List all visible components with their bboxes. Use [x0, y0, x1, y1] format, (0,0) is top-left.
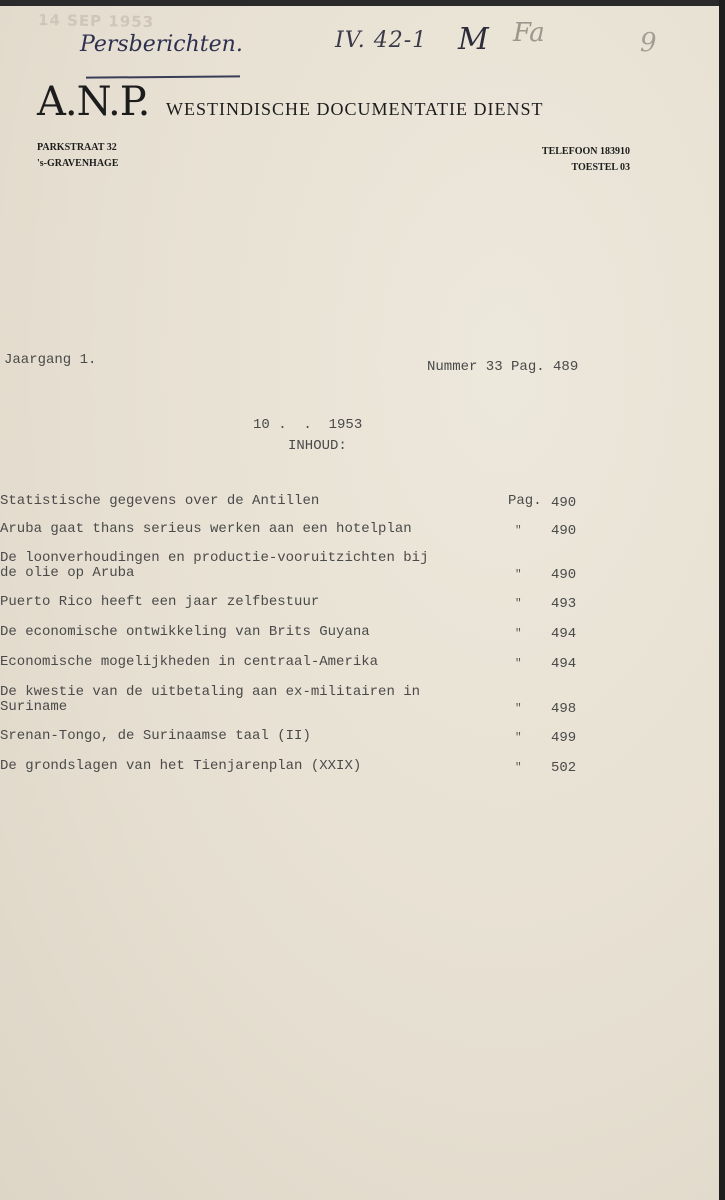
toc-prefix: " — [515, 658, 522, 670]
toc-title: De loonverhoudingen en productie-vooruitzichten bij de olie op Aruba — [0, 550, 429, 581]
toc-page: 502 — [551, 760, 577, 776]
toc-prefix: " — [515, 569, 522, 581]
toc-page: 490 — [551, 495, 577, 511]
toc-title: De grondslagen van het Tienjarenplan (XXIX) — [0, 758, 362, 774]
toc-prefix: " — [515, 598, 522, 610]
toc-row — [0, 551, 600, 581]
anp-logo: A.N.P. — [37, 79, 150, 125]
toc-prefix: " — [515, 762, 522, 774]
toc-prefix: " — [515, 628, 522, 640]
issue-date: 10 . . 1953 — [253, 417, 363, 433]
toc-page: 498 — [551, 701, 577, 717]
toc-row — [0, 759, 600, 774]
contents-heading: INHOUD: — [288, 438, 347, 454]
table-of-contents — [0, 494, 600, 774]
phone-extension: TOESTEL 03 — [571, 162, 630, 173]
archive-code: IV. 42-1 — [335, 28, 428, 53]
toc-title: Puerto Rico heeft een jaar zelfbestuur — [0, 594, 320, 610]
pencil-mark: Fa — [513, 18, 545, 48]
issue-number: Nummer 33 Pag. 489 — [427, 359, 579, 375]
phone-number: TELEFOON 183910 — [541, 146, 630, 157]
handwritten-label: Persberichten. — [80, 32, 243, 57]
document-page — [0, 6, 719, 1200]
toc-row — [0, 595, 600, 610]
toc-title: De kwestie van de uitbetaling aan ex-militairen in Suriname — [0, 684, 421, 715]
toc-page: 494 — [551, 626, 577, 642]
scan-edge — [719, 0, 725, 1200]
toc-page: 490 — [551, 523, 577, 539]
toc-row — [0, 625, 600, 640]
toc-page: 494 — [551, 656, 577, 672]
toc-prefix: " — [515, 732, 522, 744]
address-street: PARKSTRAAT 32 — [37, 142, 117, 153]
toc-prefix: " — [515, 525, 522, 537]
toc-row — [0, 729, 600, 744]
toc-page: 493 — [551, 596, 577, 612]
circled-number: 9 — [640, 28, 657, 58]
toc-row — [0, 494, 600, 509]
toc-title: Srenan-Tongo, de Surinaamse taal (II) — [0, 728, 311, 744]
toc-page: 490 — [551, 567, 577, 583]
toc-row — [0, 522, 600, 537]
address-city: 's-GRAVENHAGE — [37, 158, 119, 169]
toc-title: Economische mogelijkheden in centraal-Amerika — [0, 654, 379, 670]
toc-row — [0, 685, 600, 715]
volume-label: Jaargang 1. — [4, 352, 97, 368]
toc-title: Aruba gaat thans serieus werken aan een hotelplan — [0, 521, 412, 537]
toc-row — [0, 655, 600, 670]
toc-prefix: Pag. — [508, 493, 542, 509]
address-block — [37, 140, 119, 172]
toc-title: Statistische gegevens over de Antillen — [0, 493, 320, 509]
toc-prefix: " — [515, 703, 522, 715]
phone-block — [542, 144, 630, 176]
toc-page: 499 — [551, 730, 577, 746]
toc-title: De economische ontwikkeling van Brits Guyana — [0, 624, 370, 640]
handwritten-initials: M — [458, 22, 489, 57]
date-stamp: 14 SEP 1953 — [37, 10, 155, 32]
service-name: WESTINDISCHE DOCUMENTATIE DIENST — [166, 99, 544, 119]
